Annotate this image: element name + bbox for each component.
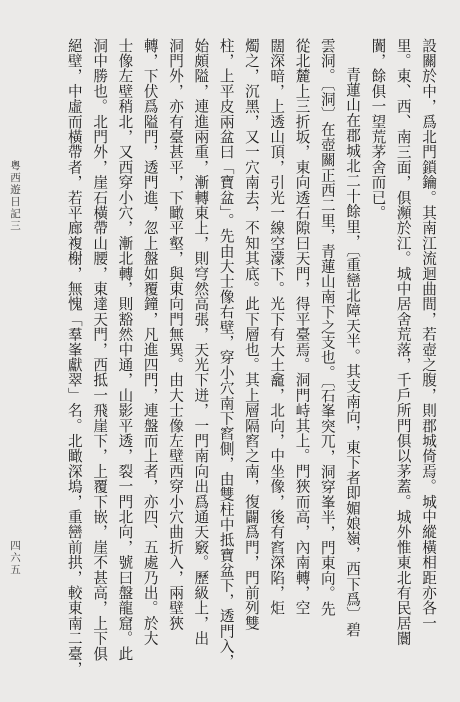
body-text [36, 38, 441, 688]
text-column: 雲洞。〔洞〕在壺關正西二里，青蓮山南下之支也。〔石峯突兀，洞穿峯半，門東向。先 [318, 38, 336, 617]
text-column: 青蓮山在郡城北二十餘里，〔重巒北障天半。其支南向，東下者即媚娘嶺，西下爲〕碧 [344, 67, 362, 638]
text-column: 設關於中，爲北門鎖鑰。其南江流迴曲間，若壺之腹，則郡城倚焉。城中縱橫相距亦各一 [420, 38, 437, 631]
text-column: 洞中勝也。北門外，崖石橫帶山腰，東達天門，西抵一飛崖下，上覆下嵌，崖不甚高，上下俱 [91, 38, 109, 662]
text-column: 士像左壁稍北，又西穿小穴，漸北轉，則豁然中通，山影平透，裂一門北向，號曰盤龍窟。此 [116, 38, 134, 662]
running-head: 粵西遊日記三 [9, 160, 21, 232]
text-column: 闊深暗，上透山頂，引光一線空濛下。光下有大土龕，北向，中坐像，後有窞深陷，炬 [268, 38, 286, 616]
text-column: 轉，下伏爲隘門，透門進，忽上盤如覆鐘，凡進四門，連盤而上者，亦四、五處乃出。於大 [141, 38, 159, 646]
text-column: 里。東、西、南三面，俱瀕於江。城中居舍荒落，千戶所門俱以茅蓋。城外惟東北有民居闤 [394, 38, 412, 646]
text-column: 從北麓上三折坂，東向透石隙曰天門，得平臺焉。洞門峙其上。門狹而高，內南轉，空 [293, 38, 311, 616]
text-column: 絕壁，中虛而橫帶者，若平廊複榭，無愧「羣峯獻翠」名。北瞰深塢，重巒前拱，較東南二臺， [65, 38, 83, 677]
text-column: 柱，上平皮兩盆曰「寶盆」。先由大士像右壁，穿小穴南下窞側，由雙柱中抵寶盆下，透門入， [217, 38, 235, 670]
text-column: 始頗隘，連進兩重，漸轉東上，則穹然高張，天光下迸，一門南向出爲通天竅。歷級上，出 [192, 38, 210, 646]
page-number: 四六五 [9, 540, 21, 576]
text-column: 闠，餘俱一望荒茅舍而已。 [369, 38, 387, 221]
text-column: 燭之，沉黑，又一穴南去，不知其底。此下層也。其上層隔窞之南，復闢爲門，門前列雙 [242, 38, 260, 631]
text-column: 洞門外，亦有臺甚平，下瞰平壑，與東向門無異。由大士像左壁西穿小穴曲折入，兩壁狹 [167, 38, 185, 631]
